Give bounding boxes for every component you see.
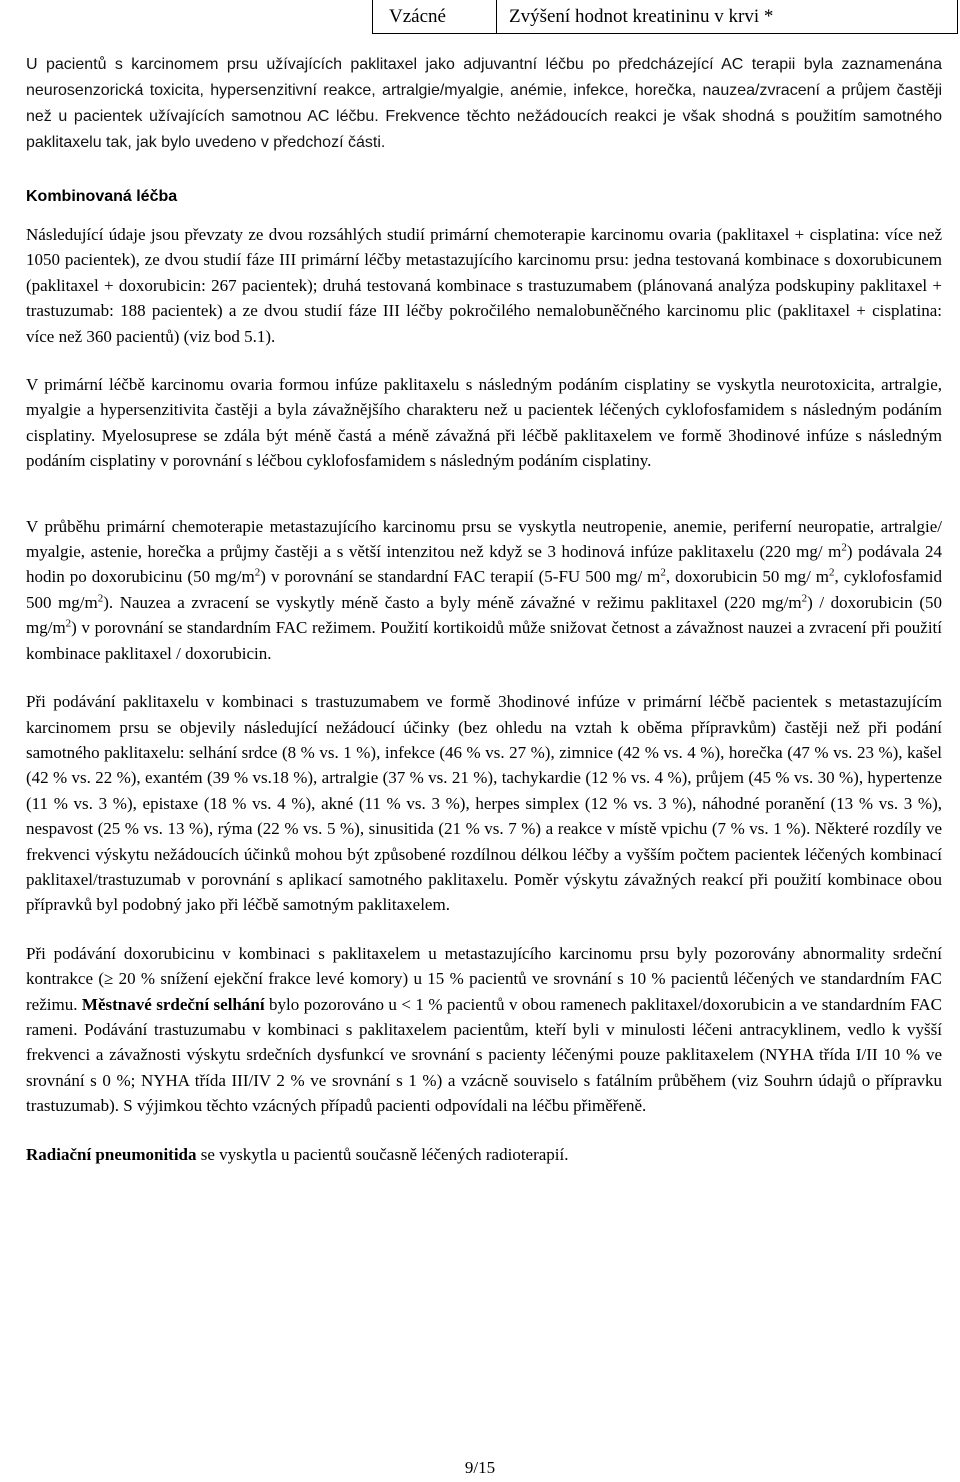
bold-term-pneumonitis: Radiační pneumonitida: [26, 1144, 197, 1164]
section-heading-combination: Kombinovaná léčba: [26, 188, 178, 205]
paragraph-studies: Následující údaje jsou převzaty ze dvou rozsáhlých studií primární chemoterapie karcinomu ovaria (paklitaxel + cisplatina: více než 1050 pacientek), ze dvou studií fáze III primární léčby metastazujícího karcinomu prsu: jedna testovaná kombinace s doxorubicunem (paklitaxel + doxorubicin: 267 pacientek); druhá testovaná kombinace s trastuzumabem (plánovaná analýza podskupiny paklitaxel + trastuzumab: 188 pacientek) a ze dvou studií fáze III léčby pokročilého nemalobuněčného karcinomu plic (paklitaxel + cisplatina: více než 360 pacientů) (viz bod 5.1).: [26, 225, 942, 346]
document-body: [26, 52, 942, 1167]
paragraph-trastuzumab: Při podávání paklitaxelu v kombinaci s trastuzumabem ve formě 3hodinové infúze v primární léčbě pacientek s metastazujícím karcinomem prsu se objevily následující nežádoucí účinky (bez ohledu na vztah k oběma přípravkům) častěji než při podání samotného paklitaxelu: selhání srdce (8 % vs. 1 %), infekce (46 % vs. 27 %), zimnice (42 % vs. 4 %), horečka (47 % vs. 23 %), kašel (42 % vs. 22 %), exantém (39 % vs.18 %), artralgie (37 % vs. 21 %), tachykardie (12 % vs. 4 %), průjem (45 % vs. 30 %), hypertenze (11 % vs. 3 %), epistaxe (18 % vs. 4 %), akné (11 % vs. 3 %), herpes simplex (12 % vs. 3 %), náhodné poranění (13 % vs. 3 %), nespavost (25 % vs. 13 %), rýma (22 % vs. 5 %), sinusitida (21 % vs. 7 %) a reakce v místě vpichu (7 % vs. 1 %). Některé rozdíly ve frekvenci výskytu nežádoucích účinků mohou být způsobené rozdílnou délkou léčby a vyšším počtem pacientek léčených kombinací paklitaxel/trastuzumab v porovnání s aplikací samotného paklitaxelu. Poměr výskytu závažných reakcí při použití kombinace obou přípravků byl podobný jako při léčbě samotným paklitaxelem.: [26, 692, 942, 915]
header-table: [372, 0, 958, 34]
paragraph-breast-chemo: V průběhu primární chemoterapie metastazujícího karcinomu prsu se vyskytla neutropenie, anemie, periferní neuropatie, artralgie/ myalgie, astenie, horečka a průjmy častěji a s větší intenzitou než když se 3 hodinová infúze paklitaxelu (220 mg/ $m^2$) podávala 24 hodin po doxorubicinu (50 $mg/m^2$) v porovnání se standardní FAC terapií (5-FU 500 mg/ $m^2$, doxorubicin 50 mg/ $m^2$, cyklofosfamid 500 $mg/m^2$). Nauzea a zvracení se vyskytly méně často a byly méně závažné v režimu paklitaxel (220 $mg/m^2$) / doxorubicin (50 $mg/m^2$) v porovnání se standardním FAC režimem. Použití kortikoidů může snižovat četnost a závažnost nauzei a zvracení při použití kombinace paklitaxel / doxorubicin.: [26, 516, 942, 663]
paragraph-radiation: Radiační pneumonitida se vyskytla u pacientů současně léčených radioterapií.: [26, 1144, 569, 1164]
paragraph-ovarian: V primární léčbě karcinomu ovaria formou infúze paklitaxelu s následným podáním cisplatiny se vyskytla neurotoxicita, artralgie, myalgie a hypersenzitivita častěji a byla závažnějšího charakteru než u pacientek léčených cyklofosfamidem s následným podáním cisplatiny. Myelosuprese se zdála být méně častá a méně závažná při léčbě paklitaxelem ve formě 3hodinové infúze s následným podáním cisplatiny v porovnání s léčbou cyklofosfamidem s následným podáním cisplatiny.: [26, 375, 942, 471]
page-number: 9/15: [464, 1458, 496, 1477]
paragraph-cardiac: Při podávání doxorubicinu v kombinaci s paklitaxelem u metastazujícího karcinomu prsu byly pozorovány abnormality srdeční kontrakce (≥ 20 % snížení ejekční frakce levé komory) u 15 % pacientů ve srovnání s 10 % pacientů léčených ve standardním FAC režimu. Městnavé srdeční selhání bylo pozorováno u < 1 % pacientů v obou ramenech paklitaxel/doxorubicin a ve standardním FAC rameni. Podávání trastuzumabu v kombinaci s paklitaxelem pacientům, kteří byli v minulosti léčeni antracyklinem, vedlo k vyšší frekvenci a závažnosti výskytu srdečních dysfunkcí ve srovnání s pacienty léčenými pouze paklitaxelem (NYHA třída I/II 10 % ve srovnání s 0 %; NYHA třída III/IV 2 % ve srovnání s 1 %) a vzácně souviselo s fatálním průběhem (viz Souhrn údajů o přípravku trastuzumab). S výjimkou těchto vzácných případů pacienti odpovídali na léčbu přiměřeně.: [26, 943, 942, 1116]
paragraph-adjuvant: U pacientů s karcinomem prsu užívajících paklitaxel jako adjuvantní léčbu po předcházející AC terapii byla zaznamenána neurosenzorická toxicita, hypersenzitivní reakce, artralgie/myalgie, anémie, infekce, horečka, nauzea/zvracení a průjem častěji než u pacientek užívajících samotnou AC léčbu. Frekvence těchto nežádoucích reakci je však shodná s použitím samotného paklitaxelu tak, jak bylo uvedeno v předchozí části.: [26, 56, 942, 151]
bold-term-heart-failure: Městnavé srdeční selhání: [81, 994, 265, 1014]
header-effect-cell: Zvýšení hodnot kreatininu v krvi *: [509, 6, 774, 27]
header-frequency-cell: Vzácné: [373, 0, 497, 33]
